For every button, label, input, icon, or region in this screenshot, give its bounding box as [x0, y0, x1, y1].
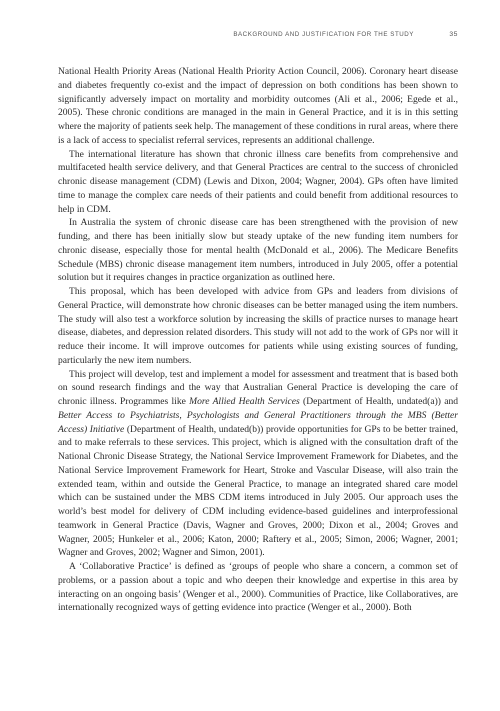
paragraph-project-model	[58, 368, 458, 561]
programme-title-better-access: Better Access to Psychiatrists, Psychologists and General Practitioners through the MBS (Better Access) Initiative	[58, 409, 458, 435]
page-number: 35	[449, 31, 458, 38]
paragraph-collaborative-practice: A ‘Collaborative Practice’ is defined as ‘groups of people who share a concern, a common set of problems, or a passion about a topic and who deepen their knowledge and expertise in this area by interacting on an ongoing basis’ (Wenger et al., 2000). Communities of Practice, like Collaboratives, are internationally recognized ways of getting evidence into practice (Wenger et al., 2000). Both	[58, 561, 458, 614]
paragraph-continuation: National Health Priority Areas (National Health Priority Action Council, 2006). Coronary heart disease and diabetes frequently co-exist and the impact of depression on both conditions has been shown to significantly adversely impact on mortality and morbidity outcomes (Ali et al., 2006; Egede et al., 2005). These chronic conditions are managed in the main in General Practice, and it is in this setting where the majority of patients seek help. The management of these conditions in rural areas, where there is a lack of access to specialist referral services, represents an additional challenge.	[58, 66, 458, 146]
paragraph-text: (Department of Health, undated(a)) and	[299, 396, 458, 407]
running-head	[58, 31, 458, 43]
paragraph-australia-chronic-care: In Australia the system of chronic disease care has been strengthened with the provision of new funding, and there has been initially slow but steady uptake of the new funding item numbers for chronic disease, especially those for mental health (McDonald et al., 2006). The Medicare Benefits Schedule (MBS) chronic disease management item numbers, introduced in July 2005, offer a potential solution but it requires changes in practice organization as outlined here.	[58, 217, 458, 284]
body-text	[58, 65, 458, 615]
running-head-title: BACKGROUND AND JUSTIFICATION FOR THE STUDY	[233, 31, 414, 38]
paragraph-text: This project will develop, test and implement a model for assessment and treatment that is based both on sound research findings and the way that Australian General Practice is developing the care of chronic illness. Programmes like	[58, 368, 458, 407]
paragraph-text: (Department of Health, undated(b)) provide opportunities for GPs to be better trained, and to make referrals to these services. This project, which is aligned with the consultation draft of the National Chronic Disease Strategy, the National Service Improvement Framework for Diabetes, and the National Service Improvement Framework for Heart, Stroke and Vascular Disease, will also train the extended team, within and outside the General Practice, to manage an integrated shared care model which can be sustained under the MBS CDM items introduced in July 2005. Our approach uses the world’s best model for delivery of CDM including evidence-based guidelines and interprofessional teamwork in General Practice (Davis, Wagner and Groves, 2000; Dixon et al., 2004; Groves and Wagner, 2005; Hunkeler et al., 2006; Katon, 2000; Raftery et al., 2005; Simon, 2006; Wagner, 2001; Wagner and Groves, 2002; Wagner and Simon, 2001).	[58, 423, 458, 559]
programme-title-allied-health: More Allied Health Services	[189, 396, 300, 407]
paragraph-proposal: This proposal, which has been developed with advice from GPs and leaders from divisions of General Practice, will demonstrate how chronic diseases can be better managed using the item numbers. The study will also test a workforce solution by increasing the skills of practice nurses to manage heart disease, diabetes, and depression related disorders. This study will not add to the work of GPs nor will it reduce their income. It will improve outcomes for patients while using existing sources of funding, particularly the new item numbers.	[58, 286, 458, 366]
paragraph-international-literature: The international literature has shown that chronic illness care benefits from comprehensive and multifaceted health service delivery, and that General Practices are central to the success of chronicled chronic disease management (CDM) (Lewis and Dixon, 2004; Wagner, 2004). GPs often have limited time to manage the complex care needs of their patients and could benefit from additional resources to help in CDM.	[58, 148, 458, 215]
